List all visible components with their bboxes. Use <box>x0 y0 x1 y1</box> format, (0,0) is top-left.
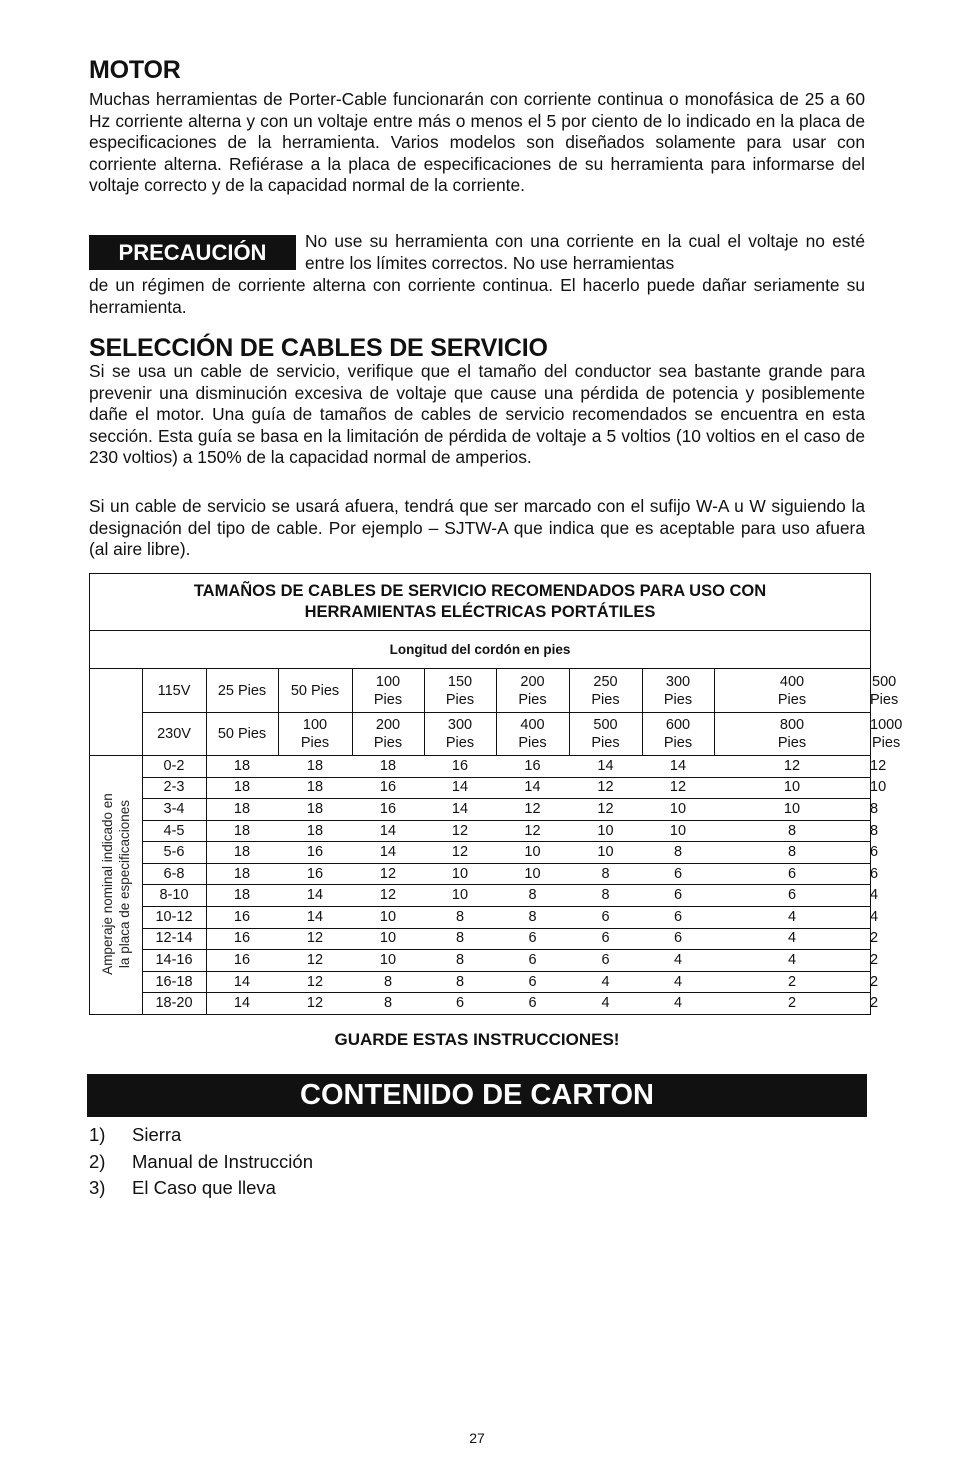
gauge-cell: 12 <box>597 779 614 796</box>
gauge-cell: 18 <box>233 887 251 904</box>
grid-line <box>714 669 715 755</box>
amperage-range-cell: 4-5 <box>163 822 185 839</box>
gauge-cell: 16 <box>306 844 324 861</box>
gauge-cell: 12 <box>783 757 801 774</box>
grid-line <box>142 798 870 799</box>
table-header-cell: 100 Pies <box>373 673 403 708</box>
gauge-cell: 10 <box>451 887 469 904</box>
gauge-cell: 6 <box>787 865 797 882</box>
list-item-number: 1) <box>89 1124 106 1145</box>
contents-banner: CONTENIDO DE CARTON <box>87 1074 867 1117</box>
gauge-cell: 14 <box>233 995 251 1012</box>
gauge-cell: 2 <box>787 995 797 1012</box>
gauge-cell: 4 <box>673 952 683 968</box>
gauge-cell: 10 <box>669 822 687 839</box>
gauge-cell: 8 <box>528 887 537 904</box>
gauge-cell: 12 <box>379 887 397 904</box>
gauge-cell: 14 <box>451 800 469 817</box>
contents-list <box>89 1122 313 1202</box>
gauge-cell: 4 <box>787 908 797 925</box>
gauge-cell: 16 <box>451 757 469 774</box>
grid-line <box>206 755 207 1014</box>
gauge-cell: 12 <box>597 800 614 817</box>
gauge-cell: 8 <box>528 908 537 925</box>
gauge-cell: 6 <box>870 865 879 882</box>
amperage-range-cell: 3-4 <box>163 800 185 817</box>
gauge-cell: 18 <box>233 865 251 882</box>
grid-line <box>142 971 870 972</box>
gauge-cell: 18 <box>306 800 324 817</box>
gauge-cell: 4 <box>870 887 879 904</box>
gauge-cell: 18 <box>233 822 251 839</box>
list-item <box>89 1175 313 1202</box>
list-item-label: Manual de Instrucción <box>132 1150 313 1172</box>
gauge-cell: 18 <box>306 779 324 796</box>
grid-line <box>142 992 870 993</box>
gauge-cell: 4 <box>601 973 610 990</box>
gauge-cell: 12 <box>451 844 469 861</box>
gauge-cell: 12 <box>306 973 324 990</box>
gauge-cell: 8 <box>383 995 393 1012</box>
gauge-cell: 18 <box>233 757 251 774</box>
amperage-range-cell: 2-3 <box>163 779 185 796</box>
list-item-number: 3) <box>89 1177 106 1198</box>
gauge-cell: 14 <box>233 973 251 990</box>
gauge-cell: 18 <box>306 757 324 774</box>
table-title-line-1: TAMAÑOS DE CABLES DE SERVICIO RECOMENDADOS PARA USO CON <box>193 582 767 600</box>
gauge-cell: 12 <box>524 800 541 817</box>
side-label-line-1: Amperaje nominal indicado en <box>100 793 115 975</box>
amperage-range-cell: 0-2 <box>163 757 185 774</box>
gauge-cell: 12 <box>524 822 541 839</box>
gauge-cell: 12 <box>379 865 397 882</box>
gauge-cell: 8 <box>870 822 879 839</box>
amperage-side-label <box>90 755 142 1014</box>
gauge-cell: 16 <box>524 757 541 774</box>
gauge-cell: 6 <box>528 973 537 990</box>
gauge-cell: 2 <box>870 952 879 968</box>
table-header-cell: 500 Pies <box>591 716 620 751</box>
table-header-cell: 400 Pies <box>777 673 807 708</box>
gauge-cell: 6 <box>601 908 610 925</box>
gauge-cell: 16 <box>306 865 324 882</box>
gauge-cell: 18 <box>233 844 251 861</box>
gauge-cell: 16 <box>233 908 251 925</box>
table-header-cell: 100 Pies <box>300 716 330 751</box>
caution-badge: PRECAUCIÓN <box>89 235 296 270</box>
gauge-cell: 10 <box>524 844 541 861</box>
table-header-cell: 800 Pies <box>777 716 807 751</box>
gauge-cell: 6 <box>673 865 683 882</box>
grid-line <box>142 906 870 907</box>
list-item <box>89 1122 313 1149</box>
gauge-cell: 4 <box>601 995 610 1012</box>
grid-line <box>206 669 207 755</box>
list-item <box>89 1149 313 1176</box>
gauge-cell: 8 <box>787 822 797 839</box>
table-header-cell: 200 Pies <box>373 716 403 751</box>
grid-line <box>569 669 570 755</box>
gauge-cell: 10 <box>524 865 541 882</box>
amperage-range-cell: 14-16 <box>155 952 193 968</box>
gauge-cell: 4 <box>673 973 683 990</box>
gauge-cell: 16 <box>233 952 251 968</box>
save-instructions-note: GUARDE ESTAS INSTRUCCIONES! <box>334 1030 620 1049</box>
table-header-cell: 300 Pies <box>445 716 475 751</box>
extension-cord-table <box>89 573 903 1015</box>
gauge-cell: 6 <box>528 952 537 968</box>
grid-line <box>142 928 870 929</box>
gauge-cell: 10 <box>451 865 469 882</box>
gauge-cell: 10 <box>783 779 801 796</box>
table-header-cell: 115V <box>157 682 191 699</box>
list-item-label: Sierra <box>132 1124 182 1145</box>
gauge-cell: 14 <box>379 844 397 861</box>
amperage-range-cell: 18-20 <box>155 995 193 1012</box>
gauge-cell: 6 <box>455 995 465 1012</box>
table-subtitle: Longitud del cordón en pies <box>90 631 870 669</box>
grid-line <box>142 669 143 1014</box>
table-header-cell: 250 Pies <box>591 673 620 708</box>
grid-line <box>278 669 279 755</box>
gauge-cell: 10 <box>597 822 614 839</box>
page-number: 27 <box>469 1430 485 1446</box>
gauge-cell: 8 <box>673 844 683 861</box>
gauge-cell: 14 <box>379 822 397 839</box>
grid-line <box>142 820 870 821</box>
gauge-cell: 14 <box>451 779 469 796</box>
grid-line <box>142 841 870 842</box>
motor-paragraph: Muchas herramientas de Porter-Cable funcionarán con corriente continua o monofásica de 25 a 60 Hz corriente alterna y con un voltaje entre más o menos el 5 por ciento de lo indicado en la placa de especificaciones de la herramienta. Varios modelos son diseñados solamente para usar con corriente alterna. Refiérase a la placa de especificaciones de su herramienta para informarse del voltaje correcto y de la capacidad normal de la corriente. <box>89 89 865 196</box>
gauge-cell: 6 <box>870 844 879 861</box>
gauge-cell: 6 <box>673 887 683 904</box>
gauge-cell: 6 <box>673 930 683 947</box>
gauge-cell: 4 <box>673 995 683 1012</box>
gauge-cell: 16 <box>379 800 397 817</box>
gauge-cell: 10 <box>379 908 397 925</box>
table-header-cell: 500 Pies <box>870 673 899 708</box>
grid-line <box>424 669 425 755</box>
gauge-cell: 18 <box>233 779 251 796</box>
table-header-cell: 300 Pies <box>663 673 693 708</box>
cables-paragraph-2: Si un cable de servicio se usará afuera, tendrá que ser marcado con el sufijo W-A u W siguiendo la designación del tipo de cable. Por ejemplo – SJTW-A que indica que es aceptable para uso afuera (al aire libre). <box>89 496 865 560</box>
gauge-cell: 10 <box>870 779 887 796</box>
gauge-cell: 18 <box>306 822 324 839</box>
grid-line <box>642 669 643 755</box>
table-header-cell: 230V <box>157 725 191 742</box>
gauge-cell: 6 <box>528 995 537 1012</box>
gauge-cell: 2 <box>870 930 879 947</box>
grid-line <box>352 669 353 755</box>
caution-text-below: de un régimen de corriente alterna con corriente continua. El hacerlo puede dañar seriamente su herramienta. <box>89 275 865 317</box>
gauge-cell: 10 <box>379 930 397 947</box>
gauge-cell: 8 <box>601 887 610 904</box>
gauge-cell: 8 <box>455 930 465 947</box>
gauge-cell: 10 <box>669 800 687 817</box>
grid-line <box>142 863 870 864</box>
gauge-cell: 6 <box>787 887 797 904</box>
gauge-cell: 2 <box>870 973 879 990</box>
grid-line <box>142 949 870 950</box>
gauge-cell: 6 <box>601 930 610 947</box>
side-label-line-2: la placa de especificaciones <box>117 799 132 969</box>
cables-paragraph-1: Si se usa un cable de servicio, verifique que el tamaño del conductor sea bastante grande para prevenir una disminución excesiva de voltaje que cause una pérdida de potencia y posiblemente dañe el motor. Una guía de tamaños de cables de servicio recomendados se encuentra en esta sección. Esta guía se basa en la limitación de pérdida de voltaje a 5 voltios (10 voltios en el caso de 230 voltios) a 150% de la capacidad normal de amperios. <box>89 361 865 468</box>
gauge-cell: 8 <box>455 908 465 925</box>
grid-line <box>142 777 870 778</box>
gauge-cell: 8 <box>455 952 465 968</box>
gauge-cell: 10 <box>783 800 801 817</box>
gauge-cell: 2 <box>787 973 797 990</box>
gauge-cell: 14 <box>306 887 324 904</box>
cables-heading: SELECCIÓN DE CABLES DE SERVICIO <box>89 334 548 362</box>
gauge-cell: 18 <box>379 757 397 774</box>
gauge-cell: 14 <box>669 757 687 774</box>
table-header-cell: 50 Pies <box>217 725 267 742</box>
amperage-range-cell: 6-8 <box>163 865 185 882</box>
gauge-cell: 8 <box>870 800 879 817</box>
motor-heading: MOTOR <box>89 56 181 84</box>
gauge-cell: 12 <box>306 995 324 1012</box>
grid-line <box>142 712 870 713</box>
gauge-cell: 14 <box>597 757 614 774</box>
table-header-cell: 1000 Pies <box>870 716 903 751</box>
gauge-cell: 4 <box>787 952 797 968</box>
gauge-cell: 8 <box>383 973 393 990</box>
table-header-cell: 50 Pies <box>290 682 340 699</box>
gauge-cell: 16 <box>379 779 397 796</box>
gauge-cell: 8 <box>455 973 465 990</box>
grid-line <box>496 669 497 755</box>
gauge-cell: 16 <box>233 930 251 947</box>
amperage-range-cell: 5-6 <box>163 844 185 861</box>
table-header-cell: 400 Pies <box>518 716 547 751</box>
gauge-cell: 14 <box>524 779 541 796</box>
amperage-range-cell: 12-14 <box>155 930 193 947</box>
gauge-cell: 18 <box>233 800 251 817</box>
amperage-range-cell: 10-12 <box>155 908 193 925</box>
list-item-number: 2) <box>89 1150 106 1172</box>
gauge-cell: 6 <box>601 952 610 968</box>
table-header-cell: 150 Pies <box>445 673 475 708</box>
gauge-cell: 12 <box>306 930 324 947</box>
table-title <box>90 574 870 631</box>
gauge-cell: 4 <box>787 930 797 947</box>
gauge-cell: 2 <box>870 995 879 1012</box>
gauge-cell: 12 <box>306 952 324 968</box>
gauge-cell: 8 <box>787 844 797 861</box>
gauge-cell: 12 <box>451 822 469 839</box>
gauge-cell: 10 <box>379 952 397 968</box>
gauge-cell: 6 <box>528 930 537 947</box>
gauge-cell: 4 <box>870 908 879 925</box>
caution-text-beside: No use su herramienta con una corriente en la cual el voltaje no esté entre los límites correctos. No use herramientas <box>305 231 865 273</box>
table-header-cell: 25 Pies <box>217 682 267 699</box>
table-header-cell: 600 Pies <box>663 716 693 751</box>
gauge-cell: 10 <box>597 844 614 861</box>
gauge-cell: 14 <box>306 908 324 925</box>
gauge-cell: 8 <box>601 865 610 882</box>
table-header-cell: 200 Pies <box>518 673 547 708</box>
amperage-range-cell: 16-18 <box>155 973 193 990</box>
amperage-range-cell: 8-10 <box>159 887 189 904</box>
grid-line <box>142 884 870 885</box>
gauge-cell: 12 <box>870 757 887 774</box>
gauge-cell: 6 <box>673 908 683 925</box>
table-title-line-2: HERRAMIENTAS ELÉCTRICAS PORTÁTILES <box>304 603 656 621</box>
list-item-label: El Caso que lleva <box>132 1177 276 1198</box>
gauge-cell: 12 <box>669 779 687 796</box>
